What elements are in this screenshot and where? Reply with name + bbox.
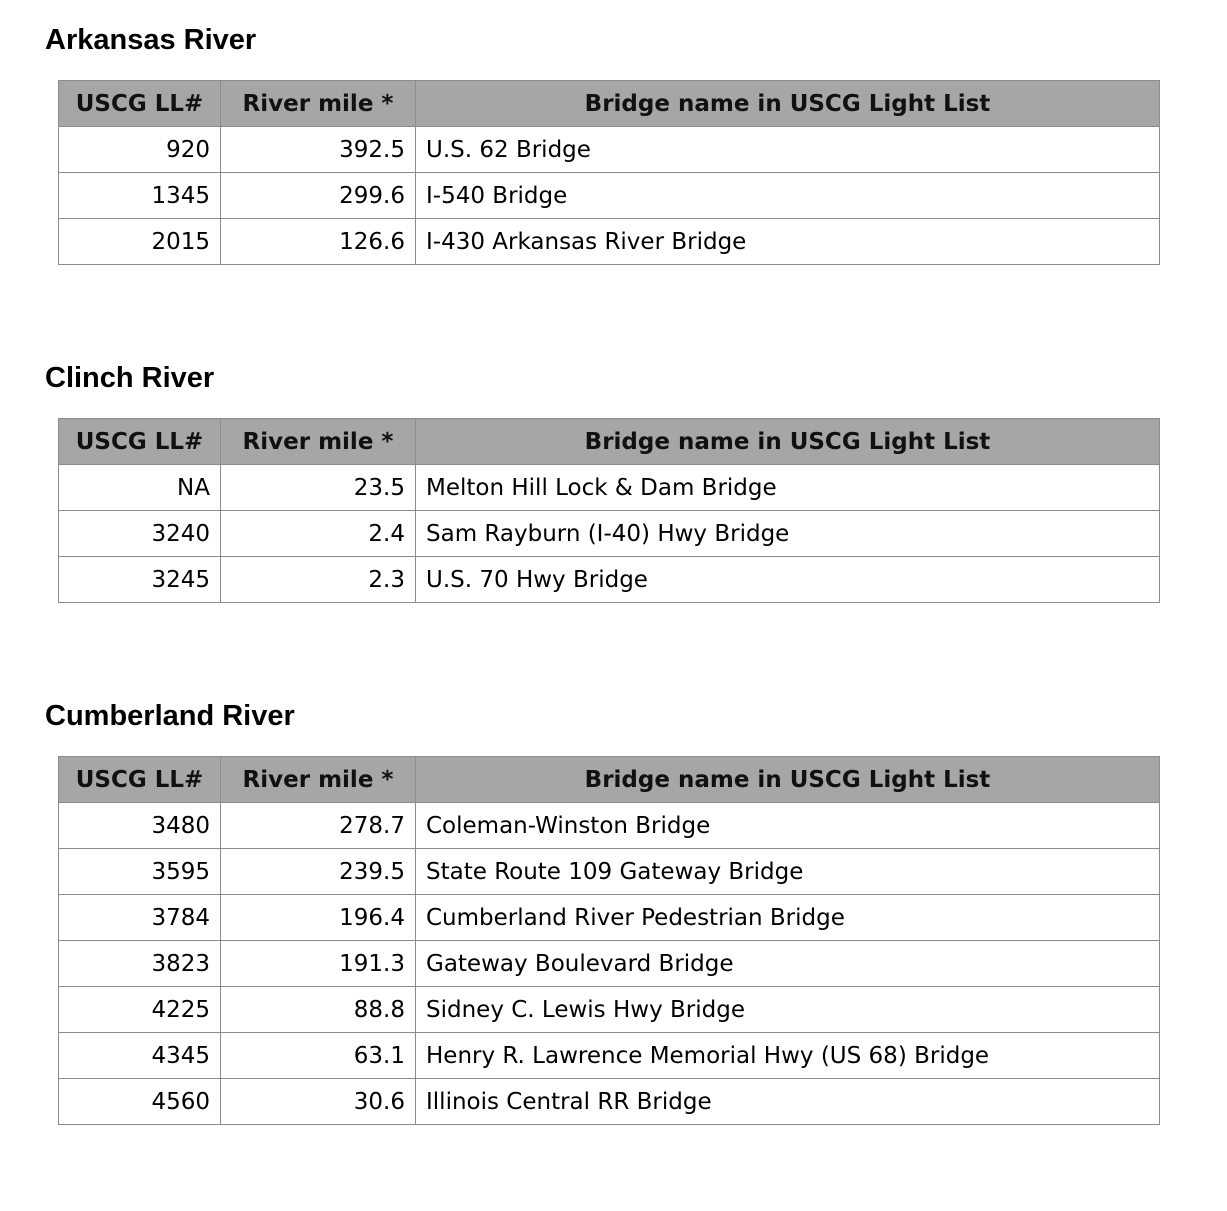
cell-mile: 2.4 (221, 511, 416, 557)
cell-mile: 299.6 (221, 173, 416, 219)
cell-mile: 30.6 (221, 1079, 416, 1125)
cell-ll: 1345 (59, 173, 221, 219)
cell-ll: 3823 (59, 941, 221, 987)
cell-bridge-name: U.S. 70 Hwy Bridge (416, 557, 1160, 603)
cell-mile: 278.7 (221, 803, 416, 849)
cell-ll: 4560 (59, 1079, 221, 1125)
cell-mile: 2.3 (221, 557, 416, 603)
table-row (59, 127, 1160, 173)
cell-ll: 3240 (59, 511, 221, 557)
table-row (59, 1079, 1160, 1125)
column-header-mile: River mile * (221, 81, 416, 127)
cell-bridge-name: Henry R. Lawrence Memorial Hwy (US 68) Bridge (416, 1033, 1160, 1079)
column-header-name: Bridge name in USCG Light List (416, 419, 1160, 465)
bridge-table (58, 756, 1160, 1125)
cell-bridge-name: Sam Rayburn (I-40) Hwy Bridge (416, 511, 1160, 557)
section-title: Arkansas River (45, 24, 257, 56)
cell-mile: 88.8 (221, 987, 416, 1033)
cell-mile: 392.5 (221, 127, 416, 173)
bridge-table (58, 418, 1160, 603)
column-header-mile: River mile * (221, 757, 416, 803)
cell-mile: 196.4 (221, 895, 416, 941)
cell-bridge-name: State Route 109 Gateway Bridge (416, 849, 1160, 895)
table-row (59, 219, 1160, 265)
table-row (59, 803, 1160, 849)
cell-bridge-name: Gateway Boulevard Bridge (416, 941, 1160, 987)
column-header-ll: USCG LL# (59, 81, 221, 127)
table-row (59, 987, 1160, 1033)
bridge-table (58, 80, 1160, 265)
column-header-name: Bridge name in USCG Light List (416, 81, 1160, 127)
section-title: Clinch River (45, 362, 215, 394)
table-row (59, 173, 1160, 219)
column-header-mile: River mile * (221, 419, 416, 465)
cell-bridge-name: Coleman-Winston Bridge (416, 803, 1160, 849)
table-header-row (59, 81, 1160, 127)
cell-bridge-name: Cumberland River Pedestrian Bridge (416, 895, 1160, 941)
cell-ll: 4225 (59, 987, 221, 1033)
cell-mile: 239.5 (221, 849, 416, 895)
cell-bridge-name: Melton Hill Lock & Dam Bridge (416, 465, 1160, 511)
column-header-ll: USCG LL# (59, 757, 221, 803)
table-row (59, 465, 1160, 511)
cell-ll: 4345 (59, 1033, 221, 1079)
cell-mile: 126.6 (221, 219, 416, 265)
cell-ll: 3480 (59, 803, 221, 849)
cell-ll: 920 (59, 127, 221, 173)
cell-bridge-name: I-540 Bridge (416, 173, 1160, 219)
column-header-name: Bridge name in USCG Light List (416, 757, 1160, 803)
table-row (59, 895, 1160, 941)
column-header-ll: USCG LL# (59, 419, 221, 465)
section-title: Cumberland River (45, 700, 295, 732)
table-row (59, 511, 1160, 557)
cell-mile: 23.5 (221, 465, 416, 511)
cell-bridge-name: Illinois Central RR Bridge (416, 1079, 1160, 1125)
cell-ll: NA (59, 465, 221, 511)
table-row (59, 1033, 1160, 1079)
table-row (59, 557, 1160, 603)
cell-ll: 2015 (59, 219, 221, 265)
cell-mile: 63.1 (221, 1033, 416, 1079)
cell-ll: 3595 (59, 849, 221, 895)
table-row (59, 849, 1160, 895)
cell-bridge-name: U.S. 62 Bridge (416, 127, 1160, 173)
table-header-row (59, 419, 1160, 465)
cell-ll: 3784 (59, 895, 221, 941)
cell-bridge-name: I-430 Arkansas River Bridge (416, 219, 1160, 265)
cell-mile: 191.3 (221, 941, 416, 987)
table-row (59, 941, 1160, 987)
table-header-row (59, 757, 1160, 803)
cell-ll: 3245 (59, 557, 221, 603)
cell-bridge-name: Sidney C. Lewis Hwy Bridge (416, 987, 1160, 1033)
